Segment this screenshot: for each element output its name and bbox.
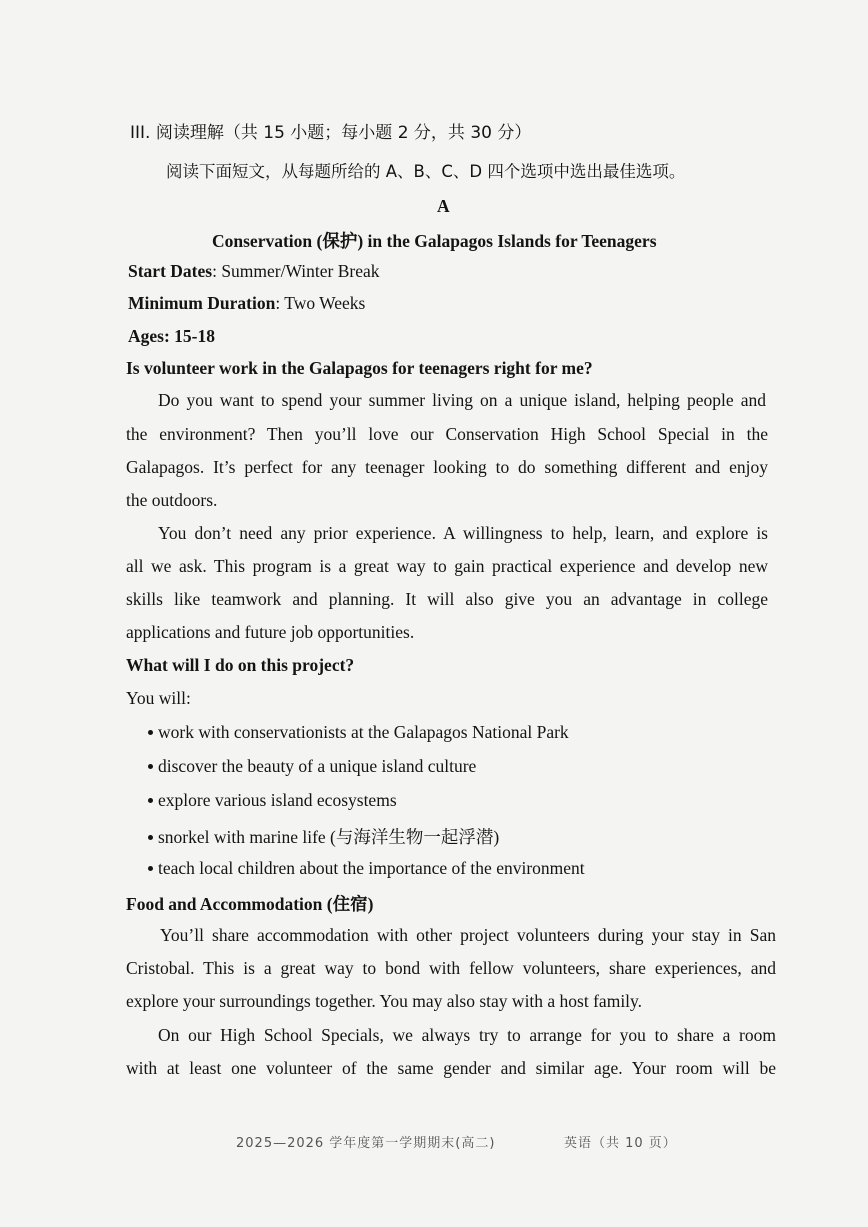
bullet-text: teach local children about the importance of the environment (158, 858, 585, 878)
footer-right: 英语（共 10 页） (564, 1136, 677, 1151)
bullet-item (148, 824, 499, 849)
minimum-duration (128, 293, 365, 314)
start-dates-value: : Summer/Winter Break (212, 261, 380, 281)
p4-line-2: with at least one volunteer of the same gender and similar age. Your room will be (126, 1058, 776, 1078)
bullet-text: work with conservationists at the Galapagos National Park (158, 722, 569, 742)
bullet-dot-icon (148, 730, 153, 735)
bullet-item (148, 858, 585, 879)
p1-line-2: the environment? Then you’ll love our Conservation High School Special in the (126, 424, 768, 444)
bullet-item (148, 790, 397, 811)
passage-letter: A (437, 196, 450, 216)
duration-label: Minimum Duration (128, 293, 276, 313)
you-will-label: You will: (126, 688, 191, 708)
heading-right-for-me: Is volunteer work in the Galapagos for teenagers right for me? (126, 358, 593, 378)
p1-line-1: Do you want to spend your summer living on a unique island, helping people and (158, 390, 766, 410)
bullet-dot-icon (148, 866, 153, 871)
bullet-dot-icon (148, 764, 153, 769)
p2-line-3: skills like teamwork and planning. It will also give you an advantage in college (126, 589, 768, 609)
p2-line-2: all we ask. This program is a great way to gain practical experience and develop new (126, 556, 768, 576)
p4-line-1: On our High School Specials, we always try to arrange for you to share a room (158, 1025, 776, 1045)
bullet-item (148, 756, 476, 777)
start-dates (128, 261, 380, 282)
footer-left: 2025—2026 学年度第一学期期末(高二) (236, 1136, 496, 1151)
duration-value: : Two Weeks (275, 293, 366, 313)
p2-line-1: You don’t need any prior experience. A willingness to help, learn, and explore is (158, 523, 768, 543)
instruction: 阅读下面短文，从每题所给的 A、B、C、D 四个选项中选出最佳选项。 (166, 162, 686, 181)
heading-food-accommodation: Food and Accommodation (住宿) (126, 894, 374, 914)
bullet-item (148, 722, 569, 743)
section-header: III. 阅读理解（共 15 小题；每小题 2 分，共 30 分） (130, 123, 532, 143)
p3-line-1: You’ll share accommodation with other project volunteers during your stay in San (160, 925, 776, 945)
ages: Ages: 15-18 (128, 326, 215, 346)
p1-line-4: the outdoors. (126, 490, 218, 510)
bullet-dot-icon (148, 798, 153, 803)
start-dates-label: Start Dates (128, 261, 213, 281)
heading-what-will-i-do: What will I do on this project? (126, 655, 355, 675)
bullet-text: discover the beauty of a unique island culture (158, 756, 477, 776)
bullet-text: explore various island ecosystems (158, 790, 397, 810)
p3-line-2: Cristobal. This is a great way to bond with fellow volunteers, share experiences, and (126, 958, 776, 978)
p3-line-3: explore your surroundings together. You may also stay with a host family. (126, 991, 643, 1011)
p2-line-4: applications and future job opportunities. (126, 622, 415, 642)
passage-title: Conservation (保护) in the Galapagos Islands for Teenagers (212, 231, 657, 251)
bullet-text: snorkel with marine life (与海洋生物一起浮潜) (158, 827, 500, 847)
bullet-dot-icon (148, 835, 153, 840)
p1-line-3: Galapagos. It’s perfect for any teenager looking to do something different and enjoy (126, 457, 768, 477)
